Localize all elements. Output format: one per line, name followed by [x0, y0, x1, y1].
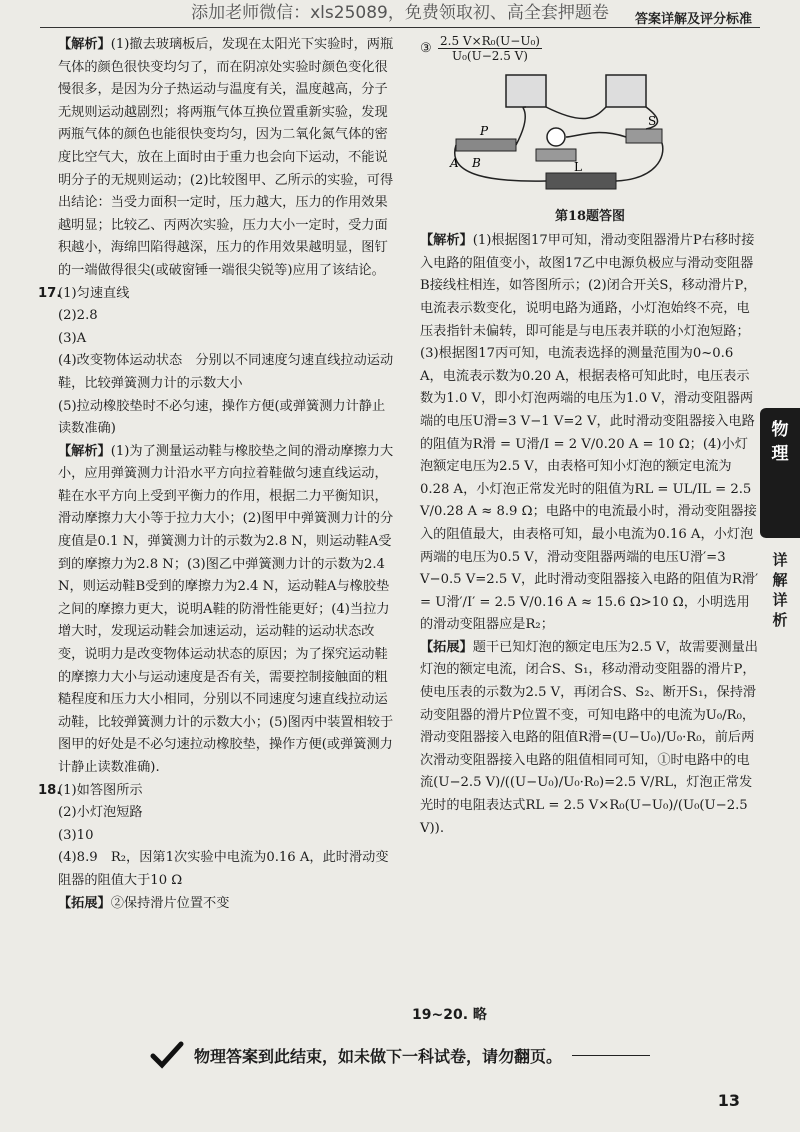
q16-analysis-text: (1)撤去玻璃板后，发现在太阳光下实验时，两瓶气体的颜色很快变均匀了，而在阴凉处实验时颜色变化很慢很多，是因为分子热运动与温度有关，温度越高，分子无规则运动越剧烈；将两瓶气体互换位置重新实验，发现两瓶气体的颜色也能很快变均匀，因为二氧化氮气体的密度比空气大，放在上面时由于重力也会向下运动，不能说明分子的无规则运动；(2)比较图甲、乙所示的实验，可得出结论：当受力面积一定时，压力越大，压力的作用效果越明显；比较乙、丙两次实验，压力大小一定时，受力面积越小，海绵凹陷得越深，压力的作用效果越明显，图钉的一端做得很尖(或破窗锤一端很尖锐等)应用了该结论。: [58, 37, 394, 278]
extension-tag: 【拓展】: [420, 639, 473, 655]
header-rule: [40, 27, 760, 28]
switch-icon: [626, 129, 662, 143]
q18-extension-tag: 【拓展】: [58, 895, 111, 911]
extension-equation: RL = 2.5 V×R₀(U−U₀)/(U₀(U−2.5 V)).: [420, 798, 748, 836]
side-label: 详解详析: [772, 551, 788, 629]
label-l: L: [574, 160, 582, 174]
q18-answer-2: (2)小灯泡短路: [58, 805, 143, 821]
q17-answer-4: (4)改变物体运动状态 分别以不同速度匀速直线拉动运动鞋，比较弹簧测力计的示数大小: [58, 353, 394, 391]
equation-1: R滑 = U滑/I = 2 V/0.20 A = 10 Ω；: [472, 436, 703, 452]
equation-2: RL = UL/IL = 2.5 V/0.28 A ≈ 8.9 Ω；: [420, 481, 752, 520]
page-number: 13: [717, 1091, 740, 1110]
label-p: P: [480, 124, 489, 138]
subject-tab-char-1: 物: [771, 420, 789, 440]
formula-3: [420, 34, 760, 63]
q16-analysis: [58, 34, 396, 283]
q18-answer-3: (3)10: [58, 827, 94, 843]
header-title: 答案详解及评分标准: [634, 12, 752, 27]
bulb-base-icon: [536, 149, 576, 161]
label-a: A: [450, 156, 459, 170]
q18-answer-1: 18.(1)如答图所示: [58, 780, 396, 803]
q18-extension: 【拓展】②保持滑片位置不变: [58, 895, 230, 911]
figure-caption: 第18题答图: [554, 208, 626, 224]
left-column: [38, 34, 396, 915]
circuit-diagram: [436, 67, 676, 197]
q17-answer-3: (3)A: [58, 330, 87, 346]
ammeter-icon: [606, 75, 646, 107]
footer-banner: [150, 1040, 650, 1070]
formula-3-fraction: [438, 34, 542, 63]
q17-analysis-tag: 【解析】: [58, 443, 111, 459]
q19-20-answer: 19~20. 略: [412, 1007, 487, 1023]
q17-number: 17.: [38, 285, 62, 301]
subject-tab: [760, 408, 800, 538]
rheostat-icon: [456, 139, 516, 151]
q18-extension-analysis: 【拓展】题干已知灯泡的额定电压为2.5 V，故需要测量出灯泡的额定电流，闭合S、S₁，移动滑动变阻器的滑片P，使电压表的示数为2.5 V，再闭合S、S₂、断开S₁，保持滑动变阻器的滑片P位置不变，可知电路中的电流为U₀/R₀，滑动变阻器接入电路的阻值R滑=(U−U₀)/U₀·R₀，前后两次滑动变阻器接入电路的阻值相同可知，①时电路中的电流(U−2.5 V)/((U−U₀)/U₀·R₀)=2.5 V/RL，灯泡正常发光时的电阻表达式RL = 2.5 V×R₀(U−U₀)/(U₀(U−2.5 V)).: [420, 639, 758, 836]
q17-analysis-text: (1)为了测量运动鞋与橡胶垫之间的滑动摩擦力大小，应用弹簧测力计沿水平方向拉着鞋做匀速直线运动，鞋在水平方向上受到平衡力的作用，根据二力平衡知识，滑动摩擦力大小等于拉力大小；(2)图甲中弹簧测力计的分度值是0.1 N，弹簧测力计的示数为2.8 N，则运动鞋A受到的摩擦力为2.8 N；(3)图乙中弹簧测力计的示数为2.4 N，则运动鞋B受到的摩擦力为2.4 N，运动鞋A与橡胶垫之间的摩擦力更大，说明A鞋的防滑性能更好；(4)当拉力增大时，发现运动鞋会加速运动，运动鞋的运动状态改变，说明力是改变物体运动状态的原因；为了探究运动鞋的摩擦力大小与运动速度是否有关，需要控制接触面的粗糙程度和压力大小相同，分别以不同速度匀速直线拉动运动鞋，比较弹簧测力计的示数大小；(5)图丙中装置相较于图甲的好处是不必匀速拉动橡胶垫，操作方便(或弹簧测力计静止读数准确).: [58, 443, 394, 775]
q16-analysis-tag: 【解析】: [58, 37, 111, 52]
battery-icon: [546, 173, 616, 189]
subject-tab-char-2: 理: [771, 444, 789, 464]
bulb-icon: [547, 128, 565, 146]
q18-number: 18.: [38, 782, 62, 798]
formula-3-label: ③: [420, 41, 432, 56]
q18-answer-4: (4)8.9 R₂，因第1次实验中电流为0.16 A，此时滑动变阻器的阻值大于10 Ω: [58, 850, 389, 888]
q17-answer-1: 17.(1)匀速直线: [58, 283, 396, 306]
q17-analysis: [58, 441, 396, 780]
q18-analysis-tag: 【解析】: [420, 233, 473, 249]
right-column: [420, 34, 760, 840]
watermark-banner: 添加老师微信：xls25089，免费领取初、高全套押题卷: [191, 3, 609, 23]
footer-rule: [572, 1055, 650, 1056]
formula-3-numerator: 2.5 V×R₀(U−U₀): [440, 34, 540, 48]
equation-3: R滑′ = U滑′/I′ = 2.5 V/0.16 A ≈ 15.6 Ω>10 Ω，: [420, 572, 759, 610]
q18-analysis: 【解析】(1)根据图17甲可知，滑动变阻器滑片P右移时接入电路的阻值变小，故图17乙中电源负极应与滑动变阻器B接线柱相连，如答图所示；(2)闭合开关S，移动滑片P，电流表示数变化，说明电路为通路，小灯泡始终不亮，电压表指针未偏转，即可能是与电压表并联的小灯泡短路；(3)根据图17丙可知，电流表选择的测量范围为0~0.6 A，电流表示数为0.20 A，根据表格可知此时，电压表示数为1.0 V，即小灯泡两端的电压为1.0 V，滑动变阻器两端的电压U滑=3 V−1 V=2 V，此时滑动变阻器接入电路的阻值为R滑 = U滑/I = 2 V/0.20 A = 10 Ω；(4)小灯泡额定电压为2.5 V，由表格可知小灯泡的额定电流为0.28 A，小灯泡正常发光时的阻值为RL = UL/IL = 2.5 V/0.28 A ≈ 8.9 Ω；电路中的电流最小时，滑动变阻器接入的阻值最大，由表格可知，最小电流为0.16 A，小灯泡两端的电压为0.5 V，滑动变阻器两端的电压U滑′=3 V−0.5 V=2.5 V，此时滑动变阻器接入电路的阻值为R滑′ = U滑′/I′ = 2.5 V/0.16 A ≈ 15.6 Ω>10 Ω，小明选用的滑动变阻器应是R₂；: [420, 233, 759, 633]
voltmeter-icon: [506, 75, 546, 107]
footer-text: 物理答案到此结束，如未做下一科试卷，请勿翻页。: [194, 1046, 563, 1066]
label-b: B: [472, 156, 481, 170]
check-icon: [150, 1041, 184, 1069]
q17-answer-2: (2)2.8: [58, 308, 98, 324]
label-s: S: [648, 114, 657, 128]
q17-answer-5: (5)拉动橡胶垫时不必匀速，操作方便(或弹簧测力计静止读数准确): [58, 398, 386, 437]
formula-3-denominator: U₀(U−2.5 V): [451, 49, 528, 63]
